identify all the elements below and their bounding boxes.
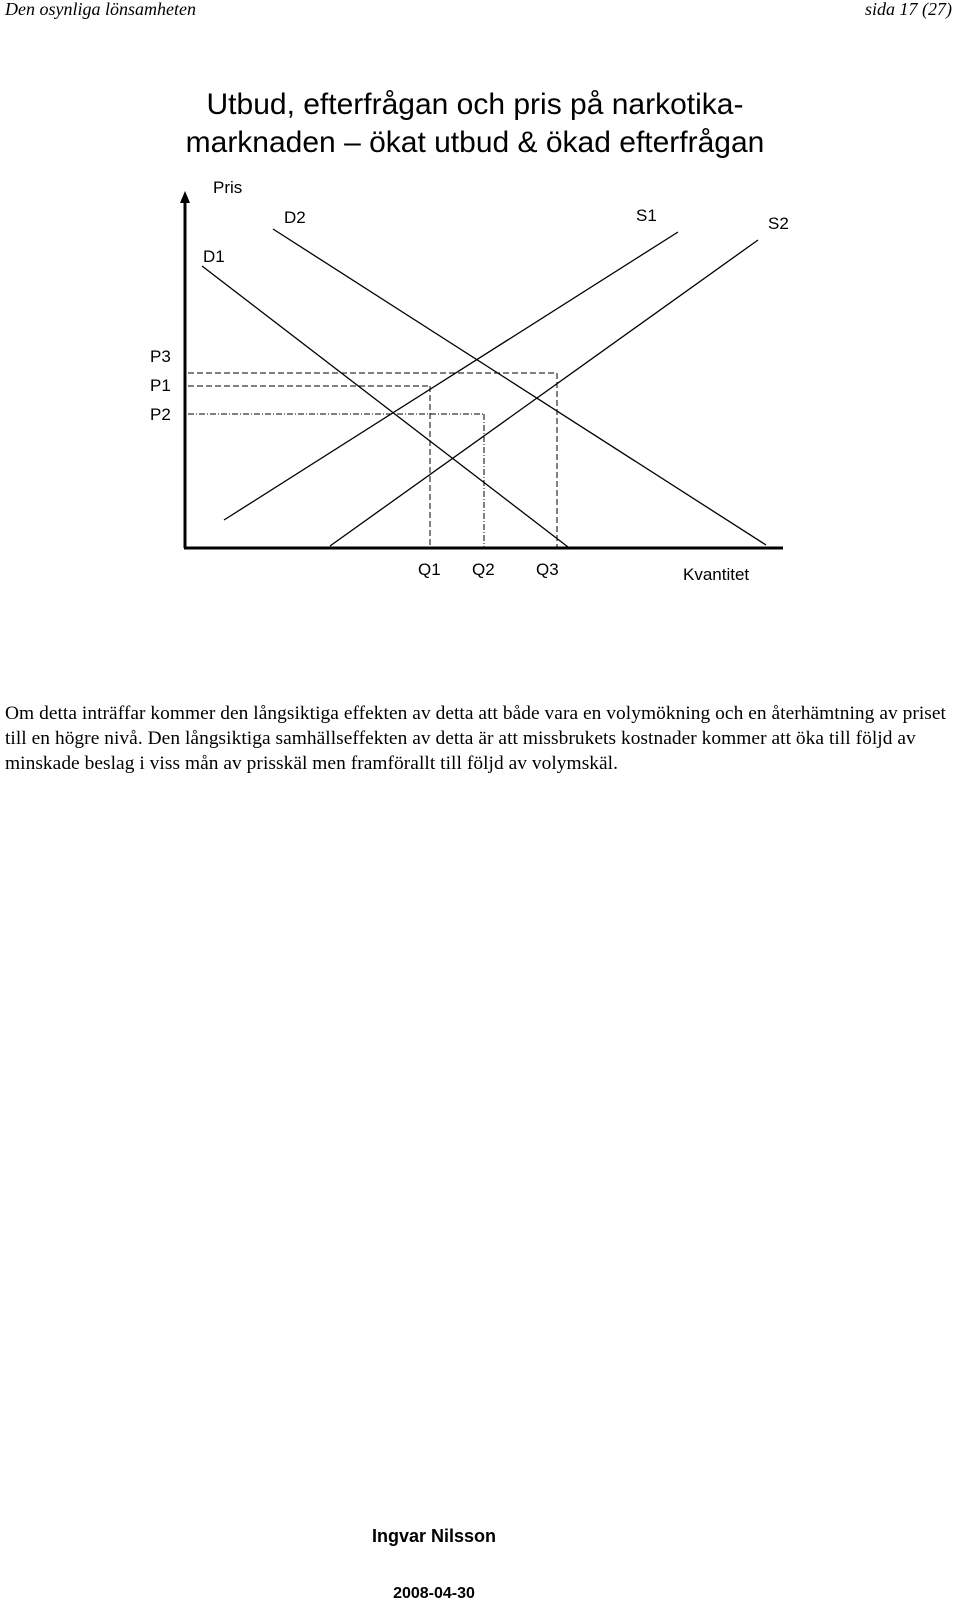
curve-label-s2: S2 <box>768 214 789 233</box>
x-axis-label: Kvantitet <box>683 565 750 584</box>
figure-title-line-2: marknaden – ökat utbud & ökad efterfrågan <box>185 126 765 159</box>
price-label-p1: P1 <box>150 376 171 395</box>
supply-curve-s2 <box>330 240 758 546</box>
curve-label-d2: D2 <box>284 208 306 227</box>
quantity-label-q1: Q1 <box>418 560 441 579</box>
price-label-p2: P2 <box>150 405 171 424</box>
y-axis-label: Pris <box>213 178 243 197</box>
quantity-label-q2: Q2 <box>472 560 495 579</box>
page-number: sida 17 (27) <box>865 0 952 19</box>
supply-demand-diagram <box>0 0 960 660</box>
demand-curve-d2 <box>273 229 766 545</box>
curve-label-d1: D1 <box>203 247 225 266</box>
demand-curve-d1 <box>202 266 568 547</box>
curve-label-s1: S1 <box>636 206 657 225</box>
quantity-label-q3: Q3 <box>536 560 559 579</box>
figure-title-line-1: Utbud, efterfrågan och pris på narkotika- <box>206 88 744 121</box>
body-paragraph: Om detta inträffar kommer den långsiktiga effekten av detta att både vara en volymökning och en återhämtning av priset till en högre nivå. Den långsiktiga samhällseffekten av detta är att missbrukets kostnader kommer att öka till följd av minskade beslag i viss mån av prisskäl men framförallt till följd av volymskäl. <box>5 703 946 774</box>
y-axis-arrowhead <box>180 191 190 203</box>
running-header-title: Den osynliga lönsamheten <box>5 0 196 19</box>
footer-author: Ingvar Nilsson <box>371 1526 497 1546</box>
price-label-p3: P3 <box>150 347 171 366</box>
footer-date: 2008-04-30 <box>393 1585 475 1602</box>
supply-curve-s1 <box>224 232 678 520</box>
